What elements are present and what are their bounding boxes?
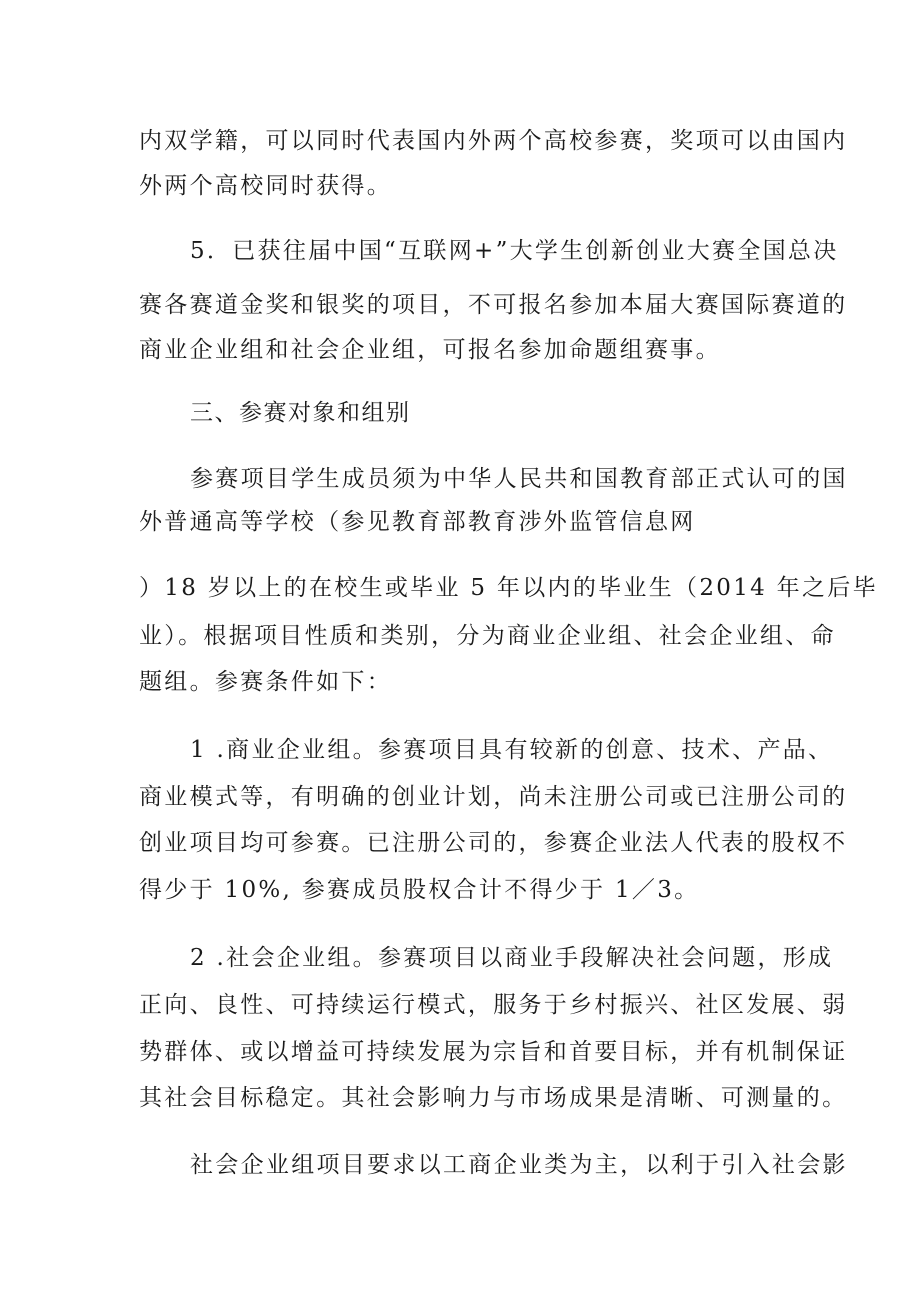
paragraph-line: 商业企业组和社会企业组，可报名参加命题组赛事。 [139, 337, 721, 363]
paragraph-line: 5．已获往届中国“互联网+”大学生创新创业大赛全国总决 [190, 238, 839, 264]
paragraph-line: 创业项目均可参赛。已注册公司的，参赛企业法人代表的股权不 [139, 830, 848, 856]
paragraph-line: 业）。根据项目性质和类别，分为商业企业组、社会企业组、命 [139, 623, 836, 649]
paragraph-line: 1 .商业企业组。参赛项目具有较新的创意、技术、产品、 [190, 737, 834, 763]
paragraph-line: 外两个高校同时获得。 [139, 173, 392, 199]
paragraph-line: 题组。参赛条件如下： [139, 669, 392, 695]
paragraph-line: 内双学籍，可以同时代表国内外两个高校参赛，奖项可以由国内 [139, 128, 848, 154]
paragraph-line: ）18 岁以上的在校生或毕业 5 年以内的毕业生（2014 年之后毕 [139, 575, 878, 601]
paragraph-line: 赛各赛道金奖和银奖的项目，不可报名参加本届大赛国际赛道的 [139, 292, 848, 318]
paragraph-line: 正向、良性、可持续运行模式，服务于乡村振兴、社区发展、弱 [139, 992, 848, 1018]
paragraph-line: 参赛项目学生成员须为中华人民共和国教育部正式认可的国 [190, 466, 848, 492]
paragraph-line: 得少于 10%, 参赛成员股权合计不得少于 1／3。 [139, 877, 700, 903]
paragraph-line: 2 .社会企业组。参赛项目以商业手段解决社会问题，形成 [190, 945, 834, 971]
paragraph-line: 社会企业组项目要求以工商企业类为主，以利于引入社会影 [190, 1152, 848, 1178]
paragraph-line: 商业模式等，有明确的创业计划，尚未注册公司或已注册公司的 [139, 784, 848, 810]
paragraph-line: 外普通高等学校（参见教育部教育涉外监管信息网 [139, 509, 696, 535]
paragraph-line: 势群体、或以增益可持续发展为宗旨和首要目标，并有机制保证 [139, 1039, 848, 1065]
section-heading: 三、参赛对象和组别 [190, 400, 411, 426]
paragraph-line: 其社会目标稳定。其社会影响力与市场成果是清晰、可测量的。 [139, 1085, 848, 1111]
